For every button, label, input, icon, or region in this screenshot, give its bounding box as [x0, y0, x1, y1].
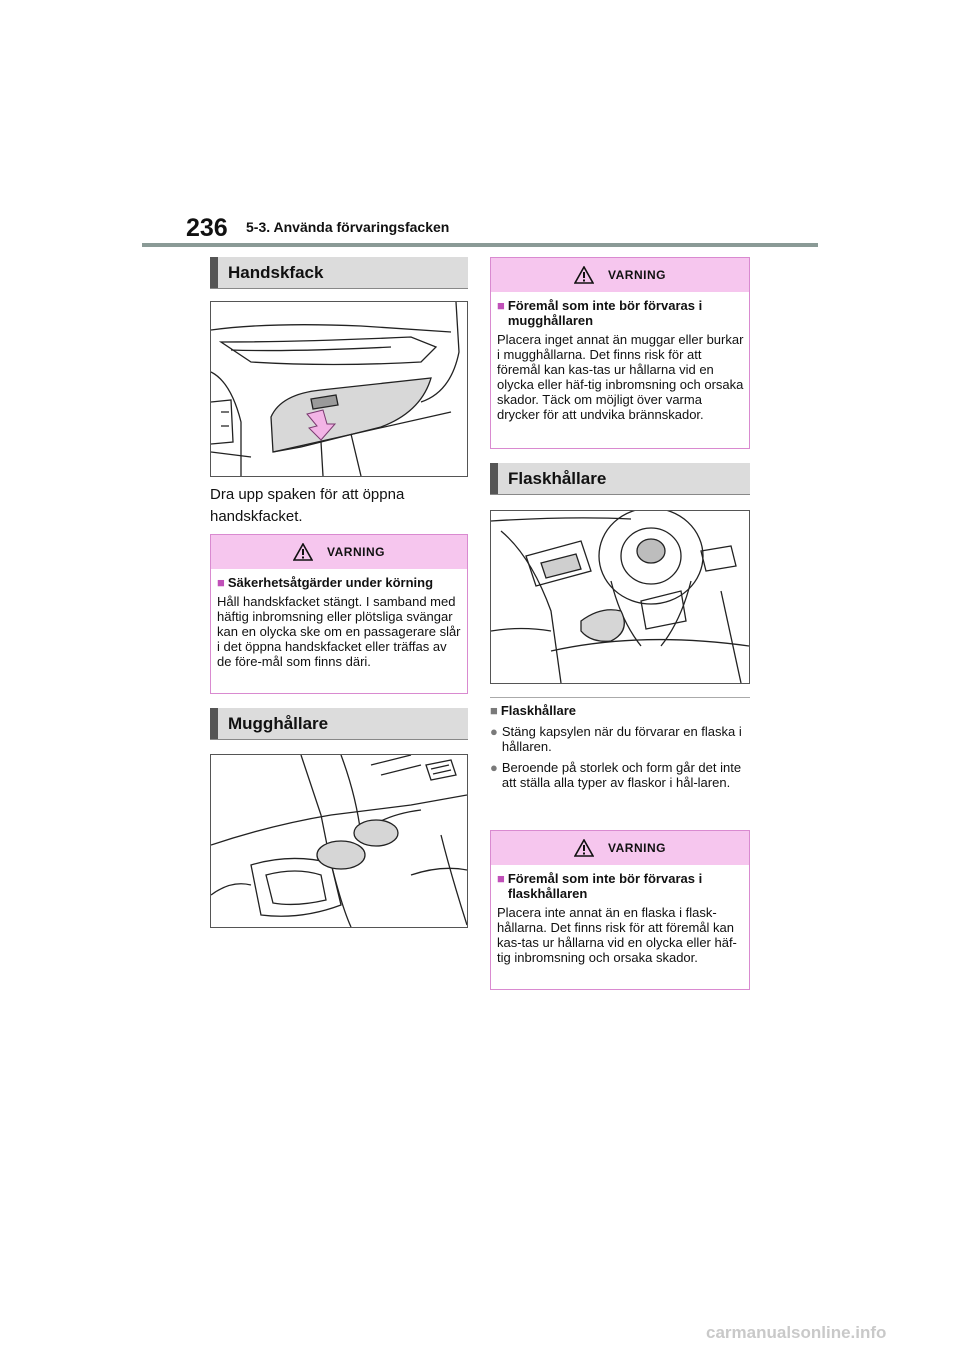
bottleholder-bullet-2: Beroende på storlek och form går det inte att ställa alla typer av flaskor i hål-laren. [501, 760, 742, 790]
warning-label: VARNING [608, 841, 666, 855]
round-bullet-icon: ● [490, 724, 498, 739]
warning-header [491, 831, 749, 865]
warning-triangle-icon [574, 839, 594, 857]
chapter-title: 5-3. Använda förvaringsfacken [246, 219, 450, 235]
square-bullet-icon: ■ [497, 298, 505, 313]
section-underline [210, 288, 468, 289]
cupholder-illustration [210, 754, 468, 928]
warning-box-bottleholder [490, 830, 750, 990]
warning-triangle-icon [574, 266, 594, 284]
section-underline [490, 494, 750, 495]
section-heading-bottleholder [490, 463, 750, 494]
warning-header [491, 258, 749, 292]
divider [490, 697, 750, 698]
warning-box-cupholder [490, 257, 750, 449]
bottleholder-notes [490, 703, 750, 790]
square-bullet-icon: ■ [217, 575, 225, 590]
header-rule [142, 243, 818, 247]
bottleholder-bullet-1: Stäng kapsylen när du förvarar en flaska i hållaren. [501, 724, 742, 754]
warning-text: Håll handskfacket stängt. I samband med häftig inbromsning eller plötsliga svängar kan en olycka ske om en passagerare slår i det öppna handskfacket eller träffas av de före-mål som finns däri. [217, 594, 461, 669]
section-heading-cupholder [210, 708, 468, 739]
round-bullet-icon: ● [490, 760, 498, 775]
section-heading-glovebox-text: Handskfack [228, 262, 324, 282]
section-underline [210, 739, 468, 740]
warning-text: Placera inget annat än muggar eller burkar i mugghållarna. Det finns risk för att föremål kan kas-tas ur hållarna vid en olycka eller häf-tig inbromsning och orsaka skador. Täck om möjligt över varma drycker för att undvika brännskador. [497, 332, 744, 422]
section-heading-bottleholder-text: Flaskhållare [508, 468, 607, 488]
page-number: 236 [186, 214, 228, 242]
warning-title: Föremål som inte bör förvaras i flaskhållaren [507, 871, 703, 901]
square-bullet-icon: ■ [490, 703, 498, 718]
warning-title: Säkerhetsåtgärder under körning [227, 575, 434, 590]
warning-title: Föremål som inte bör förvaras i mugghållaren [507, 298, 703, 328]
warning-triangle-icon [293, 543, 313, 561]
bottleholder-illustration [490, 510, 750, 684]
glovebox-illustration [210, 301, 468, 477]
warning-text: Placera inte annat än en flaska i flask-hållarna. Det finns risk för att föremål kan kas-tas ur hållarna vid en olycka eller häf-tig inbromsning och orsaka skador. [497, 905, 737, 965]
bottleholder-subheading: Flaskhållare [500, 703, 577, 718]
section-heading-glovebox [210, 257, 468, 288]
watermark: carmanualsonline.info [706, 1323, 887, 1342]
warning-label: VARNING [327, 545, 385, 559]
warning-label: VARNING [608, 268, 666, 282]
section-heading-cupholder-text: Mugghållare [228, 713, 329, 733]
warning-header [211, 535, 467, 569]
square-bullet-icon: ■ [497, 871, 505, 886]
glovebox-caption: Dra upp spaken för att öppna handskfacket. [210, 486, 405, 525]
warning-box-driving [210, 534, 468, 694]
